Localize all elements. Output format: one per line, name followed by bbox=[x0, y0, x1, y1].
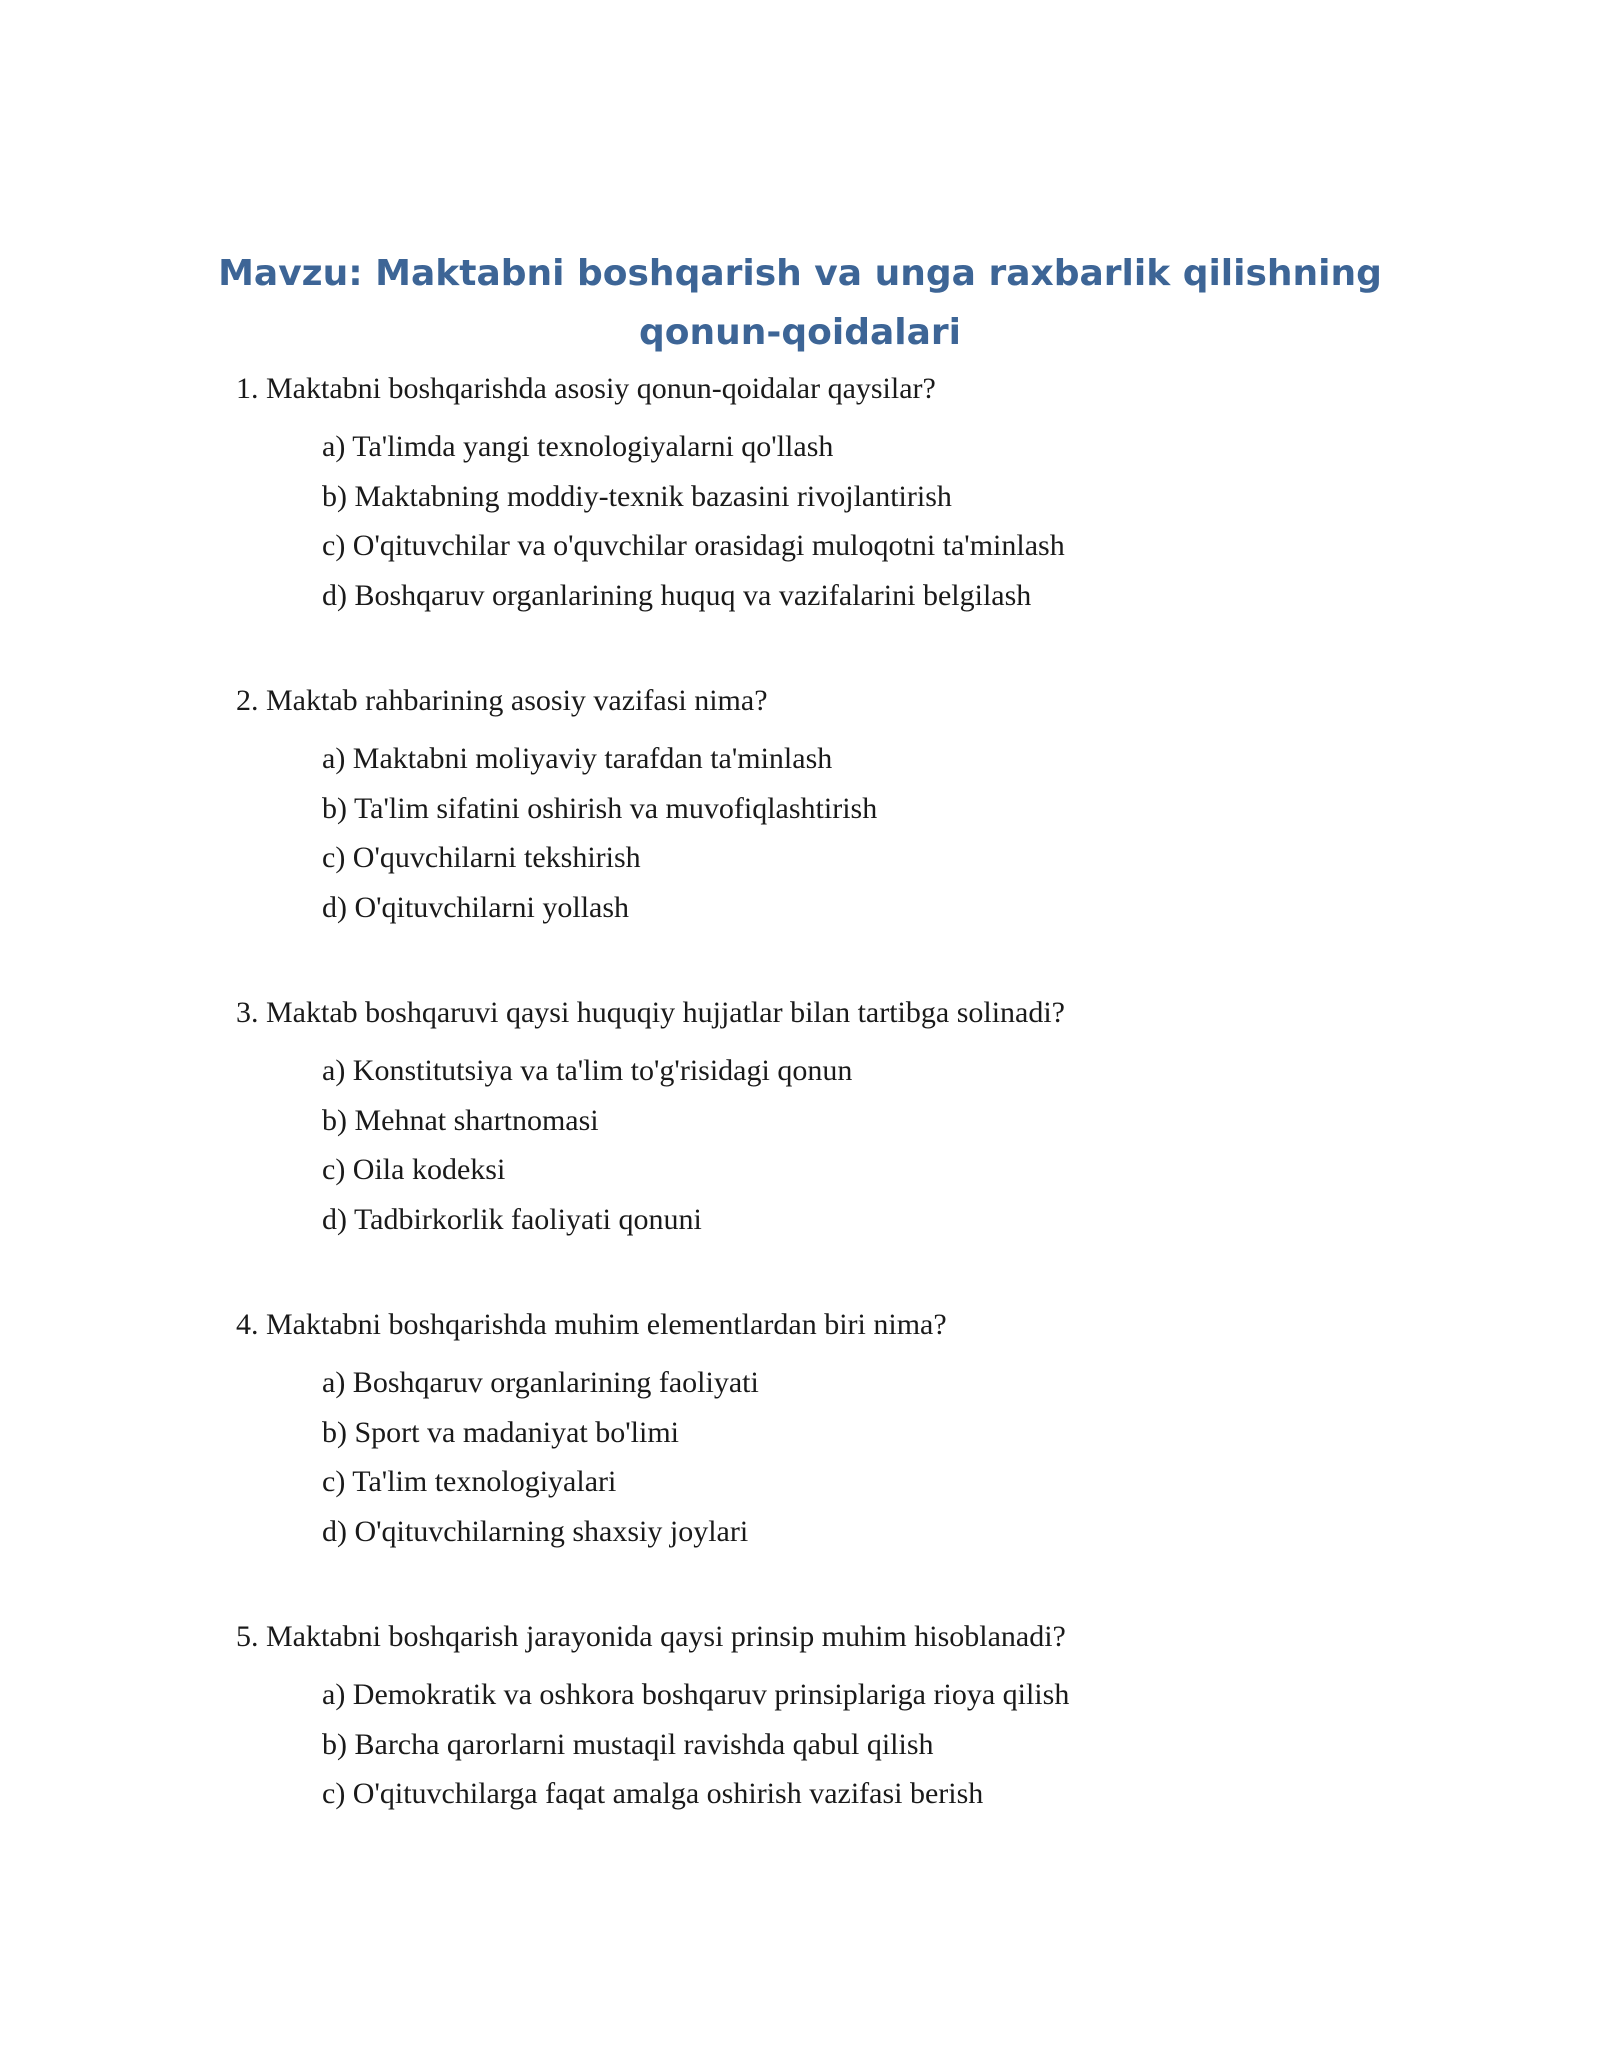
answer-option: d) O'qituvchilarning shaxsiy joylari bbox=[322, 1514, 749, 1548]
answer-options bbox=[236, 734, 1436, 932]
question-text: 5. Maktabni boshqarish jarayonida qaysi prinsip muhim hisoblanadi? bbox=[236, 1620, 1066, 1653]
answer-option: b) Barcha qarorlarni mustaqil ravishda qabul qilish bbox=[322, 1727, 934, 1761]
answer-option: d) Tadbirkorlik faoliyati qonuni bbox=[322, 1202, 702, 1236]
answer-options bbox=[236, 1046, 1436, 1244]
answer-option: b) Ta'lim sifatini oshirish va muvofiqlashtirish bbox=[322, 791, 878, 825]
answer-option: c) Oila kodeksi bbox=[322, 1153, 506, 1186]
answer-option: c) O'qituvchilarga faqat amalga oshirish vazifasi berish bbox=[322, 1777, 984, 1810]
question-item bbox=[236, 678, 1436, 932]
answer-option: b) Maktabning moddiy-texnik bazasini rivojlantirish bbox=[322, 479, 952, 513]
answer-option: d) O'qituvchilarni yollash bbox=[322, 890, 630, 924]
answer-option: b) Sport va madaniyat bo'limi bbox=[322, 1415, 680, 1449]
answer-option: a) Boshqaruv organlarining faoliyati bbox=[322, 1366, 759, 1399]
question-text: 1. Maktabni boshqarishda asosiy qonun-qoidalar qaysilar? bbox=[236, 372, 936, 405]
answer-options bbox=[236, 1358, 1436, 1556]
page-title: Mavzu: Maktabni boshqarish va unga raxbarlik qilishning qonun-qoidalari bbox=[218, 253, 1382, 353]
question-item bbox=[236, 990, 1436, 1244]
answer-options bbox=[236, 1670, 1436, 1819]
answer-option: d) Boshqaruv organlarining huquq va vazifalarini belgilash bbox=[322, 578, 1032, 612]
question-item bbox=[236, 1302, 1436, 1556]
answer-option: a) Demokratik va oshkora boshqaruv prinsiplariga rioya qilish bbox=[322, 1678, 1070, 1711]
answer-option: c) O'quvchilarni tekshirish bbox=[322, 841, 641, 874]
question-list bbox=[236, 366, 1436, 1877]
answer-option: a) Ta'limda yangi texnologiyalarni qo'llash bbox=[322, 430, 834, 463]
answer-option: c) Ta'lim texnologiyalari bbox=[322, 1465, 617, 1498]
answer-option: c) O'qituvchilar va o'quvchilar orasidagi muloqotni ta'minlash bbox=[322, 529, 1065, 562]
question-text: 2. Maktab rahbarining asosiy vazifasi nima? bbox=[236, 684, 768, 717]
answer-option: a) Konstitutsiya va ta'lim to'g'risidagi qonun bbox=[322, 1054, 853, 1087]
answer-option: b) Mehnat shartnomasi bbox=[322, 1103, 599, 1137]
answer-options bbox=[236, 422, 1436, 620]
question-text: 4. Maktabni boshqarishda muhim elementlardan biri nima? bbox=[236, 1308, 947, 1341]
answer-option: a) Maktabni moliyaviy tarafdan ta'minlash bbox=[322, 742, 833, 775]
question-text: 3. Maktab boshqaruvi qaysi huquqiy hujjatlar bilan tartibga solinadi? bbox=[236, 996, 1065, 1029]
question-item bbox=[236, 366, 1436, 620]
question-item bbox=[236, 1614, 1436, 1819]
